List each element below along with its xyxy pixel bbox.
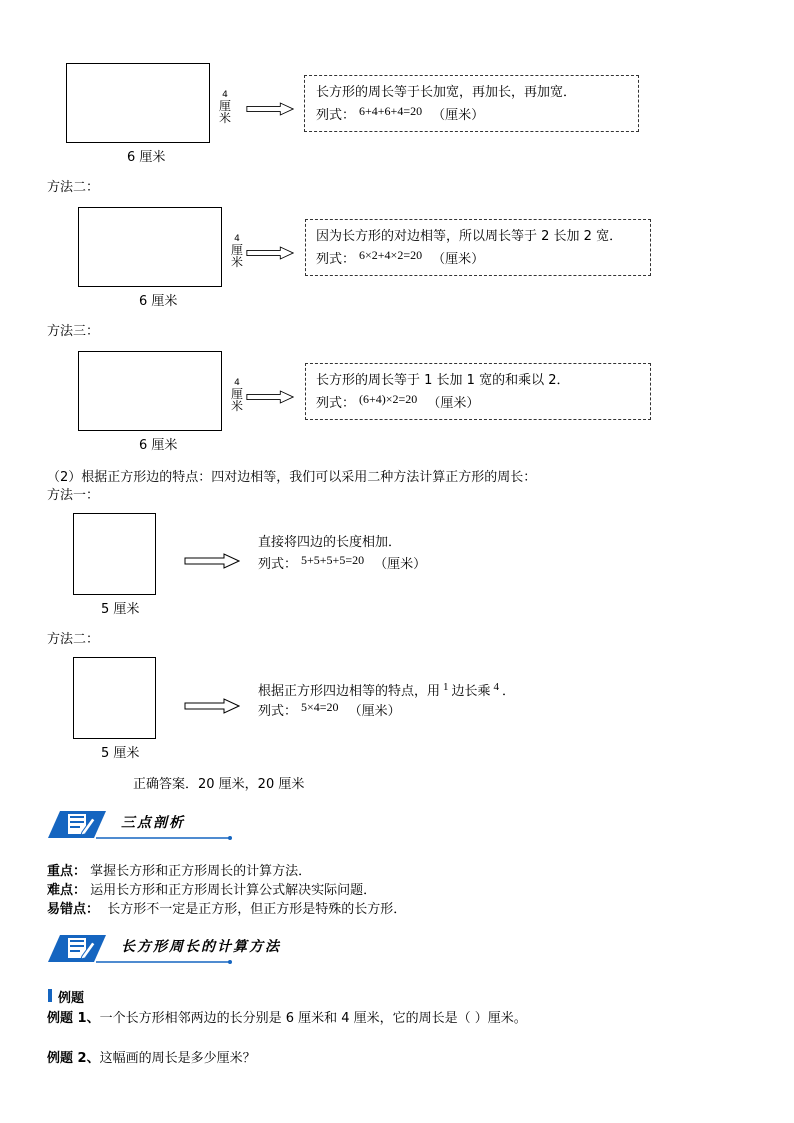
rectangle-figure-1 — [66, 63, 210, 143]
explanation-1-line1: 长方形的周长等于长加宽，再加长，再加宽． — [316, 85, 577, 100]
square-2-line1: 根据正方形四边相等的特点，用 $^1$ 边长乘 $^4$ ． — [258, 681, 516, 699]
example-heading: 例题 — [58, 991, 85, 1006]
method-one-label: 方法一： — [47, 488, 100, 503]
square-1-line2: 列式： 5+5+5+5=20 （厘米） — [258, 553, 427, 572]
square-1-line1: 直接将四边的长度相加． — [258, 535, 402, 550]
arrow-icon — [184, 553, 240, 569]
banner-1-title: 三点剖析 — [121, 815, 185, 831]
square-intro: （2）根据正方形边的特点：四对边相等，我们可以采用二种方法计算正方形的周长： — [47, 470, 537, 485]
arrow-icon — [184, 698, 240, 714]
rectangle-figure-3 — [78, 351, 222, 431]
explanation-3-line2: 列式： (6+4)×2=20 （厘米） — [316, 392, 480, 411]
formula-5: 5×4=20 — [301, 700, 339, 714]
formula-2: 6×2+4×2=20 — [359, 248, 423, 262]
method-three-label: 方法三： — [47, 324, 100, 339]
arrow-icon — [246, 390, 294, 404]
explanation-3-line1: 长方形的周长等于 1 长加 1 宽的和乘以 2． — [316, 373, 570, 388]
example-heading-marker — [48, 989, 52, 1002]
arrow-icon — [246, 246, 294, 260]
square-2-bottom-label: 5 厘米 — [101, 746, 140, 761]
rectangle-1-side-label: 4 厘 米 — [218, 90, 231, 125]
formula-3: (6+4)×2=20 — [359, 392, 418, 406]
formula-1: 6+4+6+4=20 — [359, 104, 423, 118]
rectangle-2-bottom-label: 6 厘米 — [139, 294, 178, 309]
square-figure-1 — [73, 513, 156, 595]
banner-2-title: 长方形周长的计算方法 — [121, 939, 281, 955]
method-two-square-label: 方法二： — [47, 632, 100, 647]
example-1: 例题 1、一个长方形相邻两边的长分别是 6 厘米和 4 厘米，它的周长是（ ）厘米。 — [47, 1011, 527, 1026]
arrow-icon — [246, 102, 294, 116]
rectangle-1-bottom-label: 6 厘米 — [127, 150, 166, 165]
explanation-1-line2: 列式： 6+4+6+4=20 （厘米） — [316, 104, 485, 123]
rectangle-3-bottom-label: 6 厘米 — [139, 438, 178, 453]
method-two-label: 方法二： — [47, 180, 100, 195]
formula-4: 5+5+5+5=20 — [301, 553, 365, 567]
analysis-pitfall: 易错点： 长方形不一定是正方形，但正方形是特殊的长方形． — [47, 902, 407, 917]
notepad-icon — [60, 934, 100, 962]
explanation-2-line1: 因为长方形的对边相等，所以周长等于 2 长加 2 宽． — [316, 229, 623, 244]
notepad-icon — [60, 810, 100, 838]
correct-answer: 正确答案．20 厘米，20 厘米 — [133, 777, 305, 792]
rectangle-3-side-label: 4 厘 米 — [230, 378, 243, 413]
analysis-key-point: 重点： 掌握长方形和正方形周长的计算方法． — [47, 864, 312, 879]
square-1-bottom-label: 5 厘米 — [101, 602, 140, 617]
square-2-line2: 列式： 5×4=20 （厘米） — [258, 700, 401, 719]
analysis-difficulty: 难点： 运用长方形和正方形周长计算公式解决实际问题． — [47, 883, 377, 898]
explanation-2-line2: 列式： 6×2+4×2=20 （厘米） — [316, 248, 485, 267]
rectangle-2-side-label: 4 厘 米 — [230, 234, 243, 269]
rectangle-figure-2 — [78, 207, 222, 287]
example-2: 例题 2、这幅画的周长是多少厘米？ — [47, 1051, 256, 1066]
square-figure-2 — [73, 657, 156, 739]
